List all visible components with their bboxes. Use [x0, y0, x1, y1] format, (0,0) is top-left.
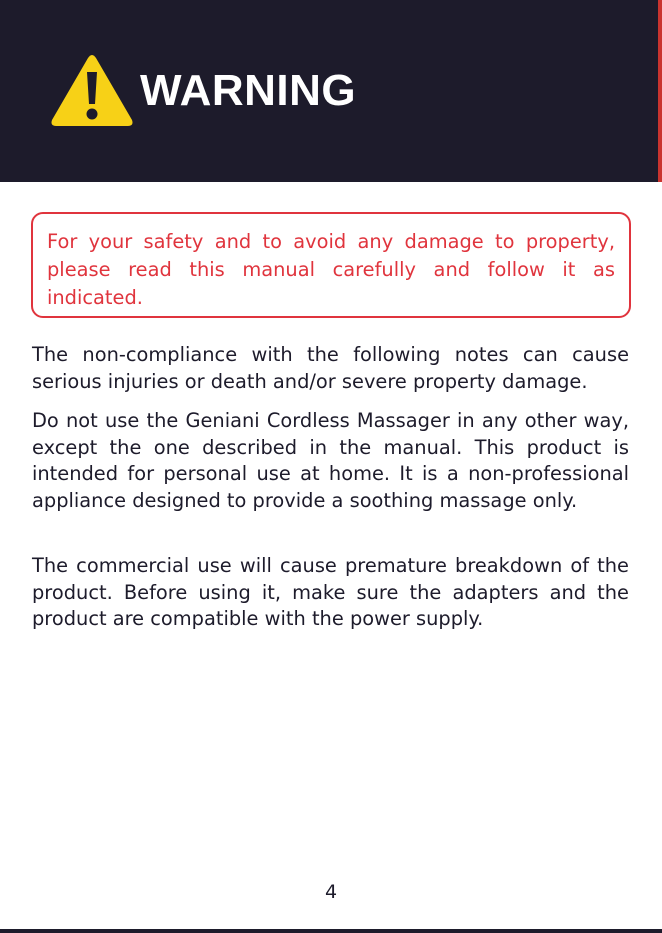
paragraph-commercial-use: The commercial use will cause premature breakdown of the product. Before using it, make sure the adapters and the product are compatible with the power supply.	[32, 554, 629, 630]
paragraph-noncompliance: The non-compliance with the following notes can cause serious injuries or death and/or severe property damage.	[32, 343, 629, 393]
safety-notice: For your safety and to avoid any damage to property, please read this manual carefully and follow it as indicated.	[31, 212, 631, 318]
bottom-divider	[0, 929, 662, 933]
warning-title: WARNING	[140, 66, 357, 115]
paragraph-intended-use: Do not use the Geniani Cordless Massager in any other way, except the one described in the manual. This product is intended for personal use at home. It is a non-professional appliance designed to provide a soothing massage only.	[32, 409, 629, 512]
page-number: 4	[324, 881, 338, 903]
warning-header	[0, 0, 662, 182]
warning-triangle-icon	[50, 52, 134, 128]
